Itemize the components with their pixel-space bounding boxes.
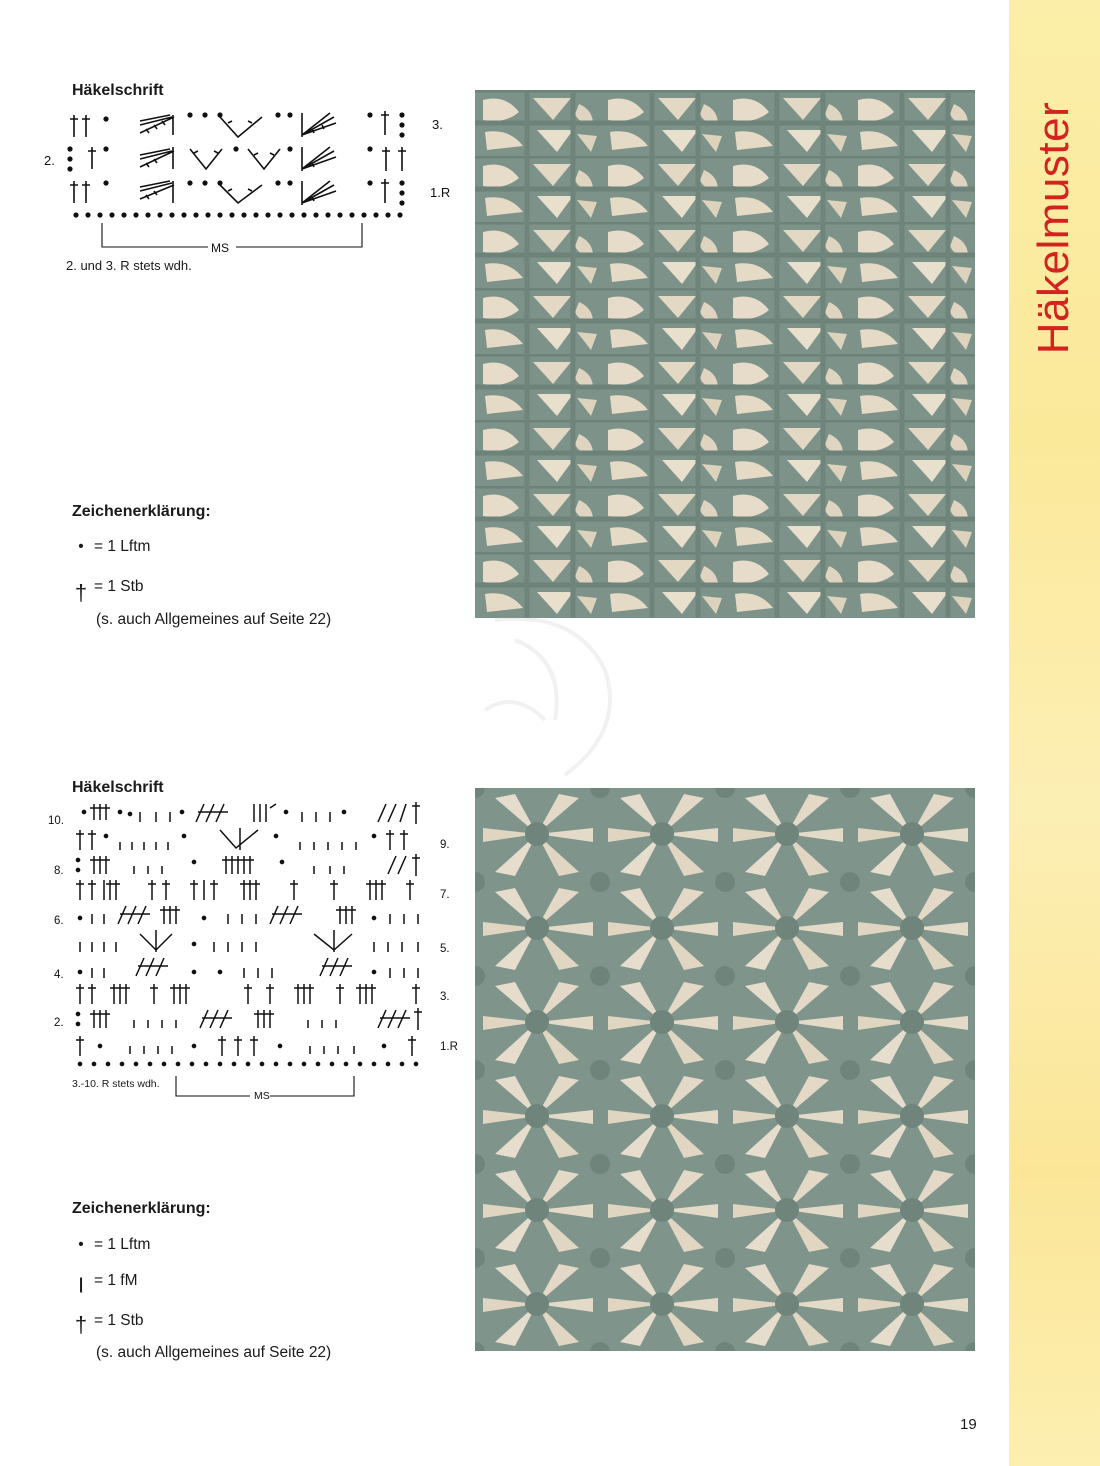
- pattern2-row-label-6: 6.: [54, 915, 64, 927]
- pattern2-row-label-7: 7.: [440, 889, 450, 901]
- pattern1-row2-symbols: [68, 147, 406, 171]
- pattern2-row-label-10: 10.: [48, 815, 64, 827]
- pattern1-reference: (s. auch Allgemeines auf Seite 22): [96, 611, 332, 628]
- pattern1-foundation-chain: [74, 213, 402, 217]
- pattern1-row1-symbols: [70, 179, 404, 205]
- pattern1-repeat-bracket: [102, 223, 362, 247]
- pattern2-legend-single: | = 1 fM: [70, 1272, 138, 1290]
- pattern2-legend-chain: • = 1 Lftm: [70, 1236, 150, 1254]
- pattern1-repeat-label: MS: [211, 241, 229, 255]
- pattern2-crochet-chart: [44, 800, 464, 1105]
- pattern2-row3-symbols: [76, 984, 420, 1004]
- pattern2-row-label-5: 5.: [440, 943, 450, 955]
- pattern1-repeat-note: 2. und 3. R stets wdh.: [66, 258, 192, 273]
- pattern2-row5-symbols: [80, 930, 418, 952]
- chain-stitch-icon: •: [78, 538, 84, 555]
- watermark-logo: [455, 600, 655, 790]
- chain-stitch-icon: •: [78, 1236, 84, 1253]
- pattern2-row2-symbols: [76, 1008, 422, 1030]
- pattern2-foundation-chain: [78, 1062, 417, 1065]
- pattern2-repeat-label: MS: [254, 1090, 270, 1102]
- pattern1-chart-heading: Häkelschrift: [72, 82, 164, 99]
- pattern1-legend-double: † = 1 Stb: [70, 574, 144, 600]
- pattern2-row9-symbols: [76, 828, 408, 850]
- pattern2-repeat-note: 3.-10. R stets wdh.: [72, 1078, 160, 1090]
- pattern2-row10-symbols: [82, 802, 420, 824]
- page-number: 19: [960, 1416, 977, 1433]
- section-title: Häkelmuster: [1029, 101, 1078, 355]
- pattern2-row-label-9: 9.: [440, 839, 450, 851]
- pattern2-row1-symbols: [76, 1036, 416, 1056]
- pattern1-legend-chain: • = 1 Lftm: [70, 538, 150, 556]
- pattern2-row4-symbols: [78, 958, 418, 978]
- pattern2-legend-double: † = 1 Stb: [70, 1308, 144, 1334]
- pattern1-row3-symbols: [70, 111, 404, 137]
- pattern1-crochet-chart: [40, 105, 460, 280]
- pattern1-row-label-3: 3.: [432, 117, 443, 132]
- pattern2-row-label-8: 8.: [54, 865, 64, 877]
- pattern2-chart-heading: Häkelschrift: [72, 779, 164, 796]
- pattern2-swatch-image: [475, 788, 975, 1351]
- pattern1-swatch-photo: [475, 90, 975, 618]
- pattern2-row-label-4: 4.: [54, 969, 64, 981]
- pattern1-legend-heading: Zeichenerklärung:: [72, 503, 211, 520]
- pattern2-row-label-3: 3.: [440, 991, 450, 1003]
- pattern2-reference: (s. auch Allgemeines auf Seite 22): [96, 1344, 332, 1361]
- pattern2-legend-heading: Zeichenerklärung:: [72, 1200, 211, 1217]
- pattern2-row6-symbols: [78, 906, 418, 924]
- pattern2-swatch-photo: [475, 788, 975, 1351]
- pattern1-row-label-1: 1.R: [430, 185, 451, 200]
- pattern1-row-label-2: 2.: [44, 153, 55, 168]
- pattern2-row-label-2: 2.: [54, 1017, 64, 1029]
- double-crochet-icon: †: [74, 1312, 88, 1337]
- single-crochet-icon: |: [78, 1276, 84, 1293]
- pattern2-row-label-1: 1.R: [440, 1041, 458, 1053]
- pattern2-row8-symbols: [76, 854, 420, 876]
- pattern1-swatch-image: [475, 90, 975, 618]
- pattern2-row7-symbols: [76, 880, 414, 900]
- double-crochet-icon: †: [74, 580, 88, 605]
